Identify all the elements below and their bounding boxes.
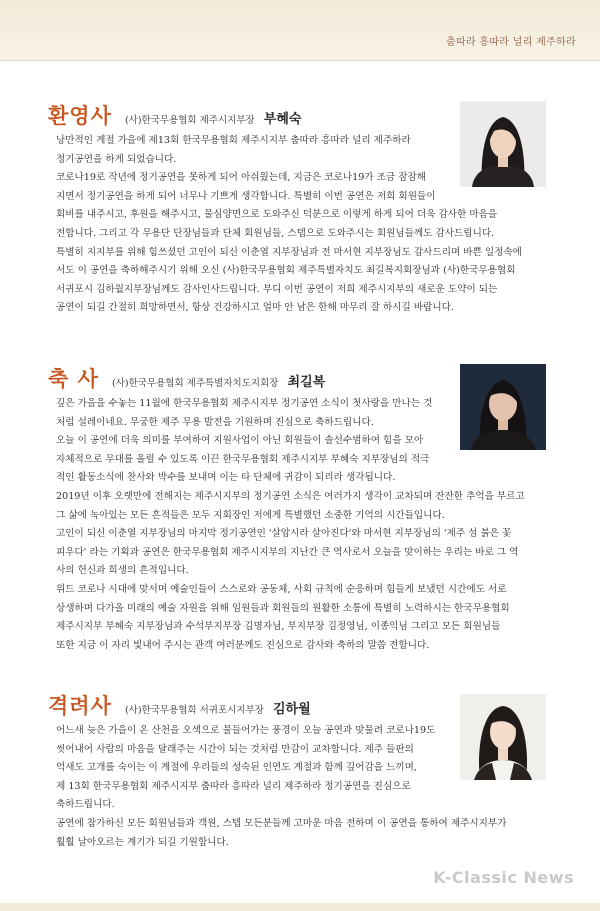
body-line: 고인이 되신 이춘열 지부장님의 마지막 정기공연인 '살암시라 살아진다'와 마서현 지부장님의 '제주 섬 붉은 꽃 [56, 528, 512, 540]
body-line: 공연에 참가하신 모든 회원님들과 객원, 스텝 모든분들께 고마운 마음 전하며 이 공연을 통하여 제주시지부가 [56, 817, 507, 829]
body-line: 피우다' 라는 기획과 공연은 한국무용협회 제주시지부의 지난간 큰 역사로서 오늘을 맞이하는 우리는 바로 그 역 [56, 546, 519, 558]
author-role: (사)한국무용협회 제주시지부장 [124, 115, 255, 126]
body-line: 전합니다. 그리고 각 무용단 단장님들과 단체 회원님들, 스텝으로 도와주시는 회원님들께도 감사드립니다. [56, 227, 495, 239]
section-body [56, 132, 522, 318]
welcome-section [48, 100, 556, 330]
body-line: 정기공연을 하게 되었습니다. [56, 153, 177, 165]
bottom-band [0, 903, 600, 911]
body-line: 낭만적인 계절 가을에 제13회 한국무용협회 제주시지부 춤따라 흥따라 널리 제주하라 [56, 135, 411, 146]
body-line: 제주시지부 부혜숙 지부장님과 수석부지부장 김명자님, 부지부장 김정영님, 이종익님 그리고 모든 회원님들 [56, 621, 501, 633]
body-line: 공연이 되길 간절히 희망하면서, 항상 건강하시고 얼마 안 남은 한해 마무리 잘 하시길 바랍니다. [56, 302, 454, 314]
body-line: 또한 지금 이 자리 빛내어 주시는 관객 여러분께도 진심으로 감사와 축하의 말씀 전합니다. [56, 639, 430, 651]
header-band [0, 0, 600, 61]
section-header [48, 100, 301, 130]
body-line: 제 13회 한국무용협회 제주시지부 춤따라 흥따라 널리 제주하라 정기공연을 진심으로 [56, 780, 411, 792]
author-role: (사)한국무용협회 제주특별자치도지회장 [111, 378, 279, 389]
body-line: 서도 이 공연을 축하해주시기 위해 오신 (사)한국무용협회 제주특별자치도 최길복지회장님과 (사)한국무용협회 [56, 265, 516, 277]
body-line: 위드 코로나 시대에 맞서며 예술인들이 스스로와 공동체, 사회 규칙에 순응하며 힘들게 보냈던 시간에도 서로 [56, 583, 507, 595]
body-line: 상생하며 다가올 미래의 예술 자원을 위해 임원들과 회원들의 원활한 소통에 특별히 노력하시는 한국무용협회 [56, 602, 510, 614]
body-line: 서귀포시 김하월지부장님께도 감사인사드립니다. 부디 이번 공연이 저희 제주시지부의 새로운 도약이 되는 [56, 283, 498, 295]
encouragement-section [48, 690, 556, 860]
body-line: 그 삶에 녹아있는 모든 흔적들은 모두 지회장인 저에게 특별했던 소중한 기억의 시간들입니다. [56, 509, 445, 521]
body-line: 코로나19로 작년에 정기공연을 못하게 되어 아쉬웠는데, 지금은 코로나19가 조금 잠잠해 [56, 172, 427, 184]
section-title: 축 사 [48, 366, 99, 391]
author-name: 부혜숙 [263, 112, 302, 127]
body-line: 적인 활동소식에 찬사와 박수를 보내며 이는 타 단체에 귀감이 되리라 생각됩니다. [56, 472, 396, 484]
body-line: 사의 헌신과 희생의 흔적입니다. [56, 565, 189, 577]
body-line: 2019년 이후 오랫만에 전해지는 제주시지부의 정기공연 소식은 여러가지 생각이 교차되며 잔잔한 추억을 부르고 [56, 490, 525, 502]
watermark: K-Classic News [433, 868, 574, 887]
body-line: 회비를 내주시고, 후원을 해주시고, 물심양면으로 도와주신 덕분으로 이렇게 하게 되어 더욱 감사한 마음을 [56, 209, 498, 221]
body-line: 어느새 늦은 가을이 온 산천을 오색으로 물들어가는 풍경이 오늘 공연과 맞물려 코로나19도 [56, 725, 436, 736]
body-line: 특별히 지지부를 위해 힘쓰셨던 고인이 되신 이춘열 지부장님과 전 마서현 지부장님도 감사드리며 바쁜 일정속에 [56, 246, 522, 258]
body-line: 자체적으로 무대를 올릴 수 있도록 이끈 한국무용협회 제주시지부 부혜숙 지부장님의 적극 [56, 453, 430, 465]
section-title: 격려사 [48, 693, 112, 718]
slogan: 춤따라 흥따라 널리 제주하라 [446, 37, 576, 48]
body-line: 처럼 설레이네요. 무궁한 제주 무용 발전을 기원하며 진심으로 축하드립니다. [56, 416, 374, 428]
section-body [56, 722, 506, 852]
body-line: 씻어내어 사람의 마음을 달래주는 시간이 되는 것처럼 만감이 교차합니다. 제주 들판의 [56, 743, 414, 755]
body-line: 깊은 가을을 수놓는 11월에 한국무용협회 제주시지부 정기공연 소식이 첫사랑을 만나는 것 [56, 398, 433, 409]
section-title: 환영사 [48, 103, 112, 128]
body-line: 오늘 이 공연에 더욱 의미를 부여하여 지원사업이 아닌 회원들이 솔선수범하여 힘을 모아 [56, 435, 424, 447]
body-line: 축하드립니다. [56, 799, 115, 811]
body-line: 억새도 고개를 숙이는 이 계절에 우리들의 성숙된 인연도 계절과 함께 깊어감을 느끼며, [56, 762, 417, 774]
author-name: 김하월 [272, 702, 311, 717]
body-line: 훨훨 날아오르는 계기가 되길 기원합니다. [56, 836, 229, 848]
author-name: 최길복 [287, 375, 326, 390]
author-role: (사)한국무용협회 서귀포시지부장 [124, 705, 264, 716]
section-header [48, 363, 325, 393]
section-body [56, 395, 525, 655]
body-line: 지면서 정기공연을 하게 되어 너무나 기쁘게 생각합니다. 특별히 이번 공연은 저희 회원들이 [56, 190, 436, 202]
congratulatory-section [48, 363, 556, 653]
section-header [48, 690, 311, 720]
